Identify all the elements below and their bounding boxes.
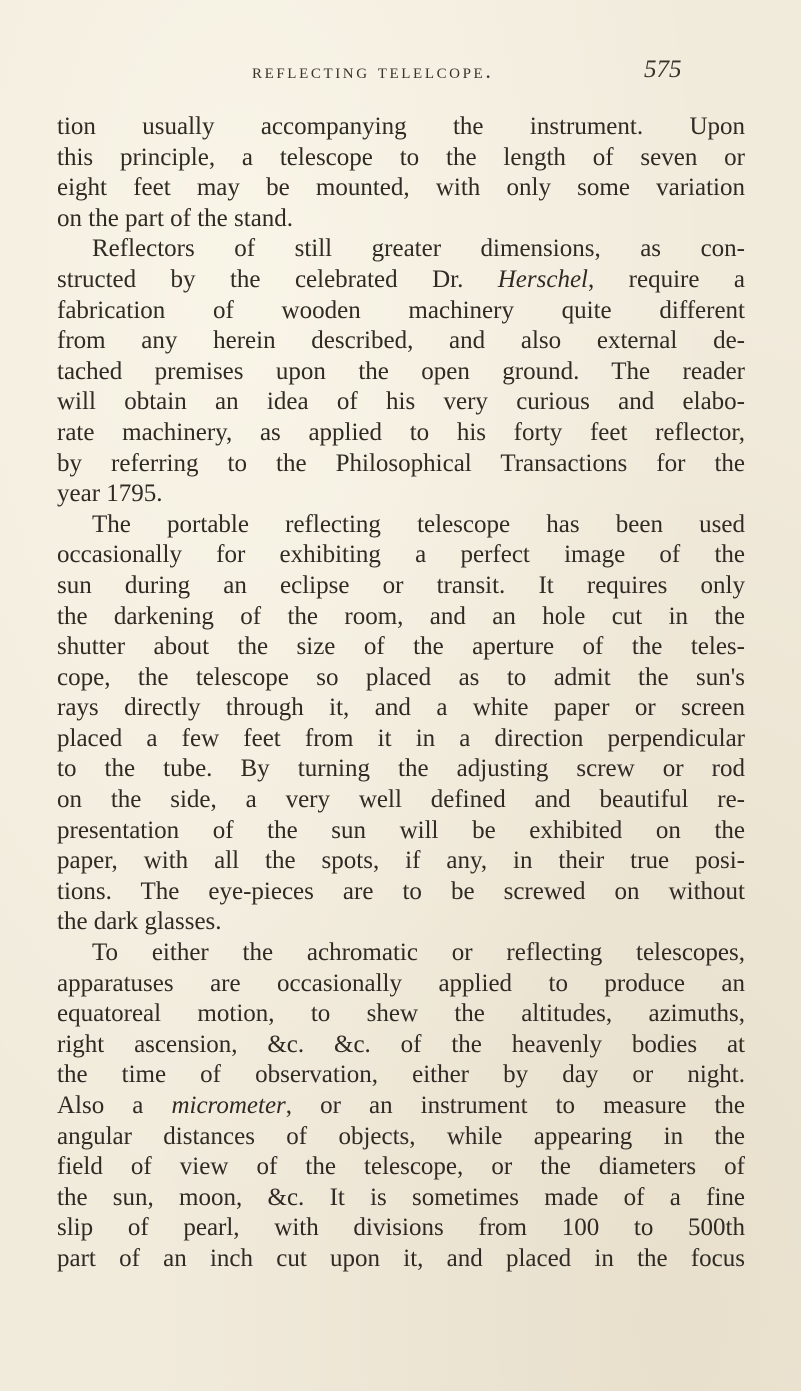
text-line: to the tube. By turning the adjusting screw or rod	[57, 755, 745, 783]
text-line: eight feet may be mounted, with only some variation	[57, 174, 745, 202]
text-line: the darkening of the room, and an hole cut in the	[57, 602, 745, 630]
person-name-herschel: Herschel	[497, 265, 588, 293]
page-number: 575	[644, 56, 682, 83]
text-line: occasionally for exhibiting a perfect image of the	[57, 541, 745, 569]
text-line: tion usually accompanying the instrument. Upon	[57, 113, 745, 140]
text-line: year 1795.	[57, 480, 163, 508]
text-line: cope, the telescope so placed as to admit the sun's	[57, 663, 745, 691]
text-line: right ascension, &c. &c. of the heavenly bodies at	[57, 1030, 745, 1058]
text-line: tions. The eye-pieces are to be screwed on without	[57, 877, 745, 905]
text-line: slip of pearl, with divisions from 100 to 500th	[57, 1214, 745, 1242]
text-line: field of view of the telescope, or the diameters of	[57, 1153, 745, 1181]
text-line: placed a few feet from it in a direction perpendicular	[57, 724, 745, 752]
text-line: on the part of the stand.	[57, 204, 294, 232]
text-line	[57, 1091, 745, 1122]
text-line: shutter about the size of the aperture of the teles-	[57, 633, 745, 661]
text-line: presentation of the sun will be exhibited on the	[57, 816, 745, 844]
text-line: apparatuses are occasionally applied to produce an	[57, 969, 745, 997]
text-line: the sun, moon, &c. It is sometimes made of a fine	[57, 1183, 745, 1211]
text-run: Also a	[57, 1092, 172, 1119]
text-line: part of an inch cut upon it, and placed in the focus	[57, 1244, 745, 1272]
text-line: the dark glasses.	[57, 908, 222, 936]
text-line: The portable reflecting telescope has been used	[92, 510, 745, 538]
text-line: on the side, a very well defined and beautiful re-	[57, 786, 745, 814]
text-line: angular distances of objects, while appearing in the	[57, 1122, 745, 1150]
text-line: equatoreal motion, to shew the altitudes, azimuths,	[57, 1000, 745, 1028]
text-line: paper, with all the spots, if any, in their true posi-	[57, 847, 745, 875]
text-line: sun during an eclipse or transit. It requires only	[57, 571, 745, 599]
text-line: To either the achromatic or reflecting telescopes,	[92, 939, 745, 967]
text-line: Reflectors of still greater dimensions, as con-	[92, 235, 745, 263]
text-line: from any herein described, and also external de-	[57, 327, 745, 355]
text-run: , or an instrument to measure the	[285, 1092, 746, 1119]
text-line: this principle, a telescope to the length of seven or	[57, 143, 745, 171]
text-line: rate machinery, as applied to his forty feet reflector,	[57, 418, 745, 446]
term-micrometer: micrometer	[171, 1092, 286, 1119]
text-line: the time of observation, either by day or night.	[57, 1061, 745, 1089]
text-line: will obtain an idea of his very curious and elabo-	[57, 388, 745, 416]
text-run: structed by the celebrated Dr.	[57, 265, 498, 293]
text-line: rays directly through it, and a white paper or screen	[57, 694, 745, 722]
body-text	[57, 112, 745, 1275]
text-line	[57, 265, 745, 296]
running-head	[0, 58, 801, 88]
text-run: , require a	[588, 265, 745, 293]
text-line: fabrication of wooden machinery quite different	[57, 296, 745, 324]
text-line: by referring to the Philosophical Transactions for the	[57, 449, 745, 477]
text-line: tached premises upon the open ground. The reader	[57, 357, 745, 385]
running-head-title: reflecting telelcope.	[252, 58, 494, 83]
